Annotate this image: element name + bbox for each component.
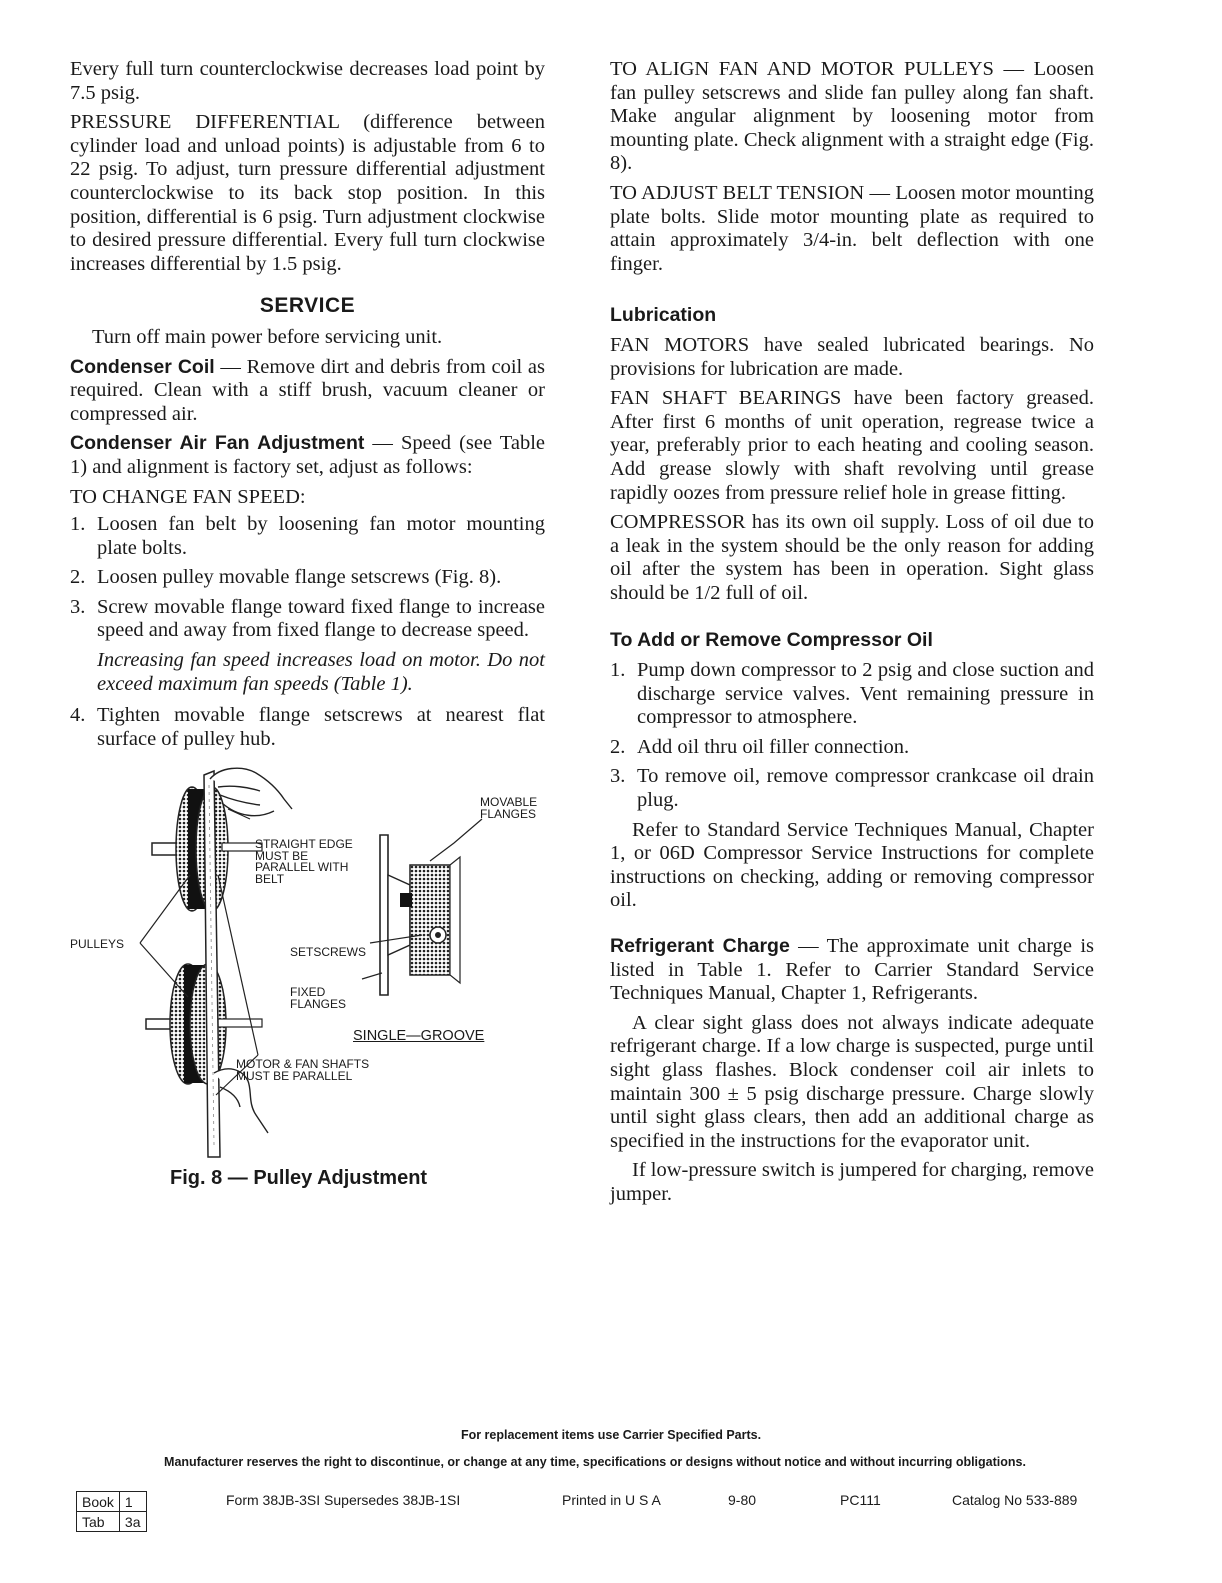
- list-item: 4. Tighten movable flange setscrews at nearest flat surface of pulley hub.: [70, 704, 545, 750]
- figure-caption: Fig. 8 — Pulley Adjustment: [170, 1167, 428, 1190]
- single-groove-label: SINGLE—GROOVE: [353, 1028, 485, 1045]
- list-item: 2. Loosen pulley movable flange setscrews (Fig. 8).: [70, 566, 502, 589]
- fixed-flanges-label: FIXED FLANGES: [290, 985, 347, 1011]
- pc-code: PC111: [840, 1492, 881, 1508]
- fan-adjustment-paragraph: [70, 432, 545, 479]
- tab-value: 3a: [119, 1512, 146, 1532]
- list-item: 1. Loosen fan belt by loosening fan motor mounting plate bolts.: [70, 513, 545, 559]
- fan-motors-paragraph: FAN MOTORS have sealed lubricated bearings. No provisions for lubrication are made.: [610, 333, 1094, 380]
- form-number: Form 38JB-3SI Supersedes 38JB-1SI: [226, 1492, 461, 1508]
- low-pressure-switch-paragraph: If low-pressure switch is jumpered for charging, remove jumper.: [610, 1159, 1094, 1205]
- pulleys-label: PULLEYS: [70, 937, 125, 952]
- oil-reference-paragraph: Refer to Standard Service Techniques Manual, Chapter 1, or 06D Compressor Service Instructions for complete instructions on checking, adding or removing compressor oil.: [610, 818, 1094, 912]
- condenser-coil-title: Condenser Coil: [70, 355, 215, 378]
- tab-label: Tab: [77, 1512, 120, 1532]
- list-item: 1. Pump down compressor to 2 psig and close suction and discharge service valves. Vent remaining pressure in compressor to atmosphere.: [610, 659, 1094, 729]
- fan-speed-caution: Increasing fan speed increases load on motor. Do not exceed maximum fan speeds (Table 1).: [97, 649, 545, 695]
- pulley-adjustment-figure: [70, 765, 550, 1190]
- refrigerant-charge-text: — The approximate unit charge is listed in Table 1. Refer to Carrier Standard Service Techniques Manual, Chapter 1, Refrigerants.: [610, 935, 1095, 1005]
- manufacturer-disclaimer: Manufacturer reserves the right to discontinue, or change at any time, specifications or designs without notice and without incurring obligations.: [164, 1455, 1026, 1469]
- printed-in: Printed in U S A: [562, 1492, 661, 1508]
- pressure-differential-paragraph: PRESSURE DIFFERENTIAL (difference between cylinder load and unload points) is adjustable from 6 to 22 psig. To adjust, turn pressure differential adjustment counterclockwise to its back stop position. In this position, differential is 6 psig. Turn adjustment clockwise to desired pressure differential. Every full turn clockwise increases differential by 1.5 psig.: [70, 111, 545, 275]
- align-pulleys-paragraph: TO ALIGN FAN AND MOTOR PULLEYS — Loosen fan pulley setscrews and slide fan pulley along fan shaft. Make angular alignment by loosening motor from mounting plate. Check alignment with a straight edge (Fig. 8).: [610, 58, 1094, 175]
- condenser-coil-paragraph: [70, 356, 545, 427]
- compressor-oil-paragraph: COMPRESSOR has its own oil supply. Loss of oil due to a leak in the system should be the only reason for adding oil after the system has been in operation. Sight glass should be 1/2 full of oil.: [610, 511, 1094, 604]
- condenser-coil-text: — Remove dirt and debris from coil as required. Clean with a stiff brush, vacuum cleaner or compressed air.: [70, 355, 545, 425]
- right-column: [610, 58, 1094, 1213]
- sight-glass-paragraph: A clear sight glass does not always indicate adequate refrigerant charge. If a low charge is suspected, purge until sight glass flashes. Block condenser coil air inlets to maintain 300 ± 5 psig discharge pressure. Charge slowly until sight glass clears, then add an additional charge as specified in the instructions for the evaporator unit.: [610, 1011, 1094, 1152]
- book-tab-box: [76, 1491, 147, 1532]
- book-value: 1: [119, 1492, 146, 1512]
- load-point-paragraph: Every full turn counterclockwise decreases load point by 7.5 psig.: [70, 58, 545, 104]
- setscrews-label: SETSCREWS: [290, 945, 367, 960]
- replacement-parts-note: For replacement items use Carrier Specified Parts.: [460, 1428, 762, 1442]
- fan-adjustment-text: — Speed (see Table 1) and alignment is factory set, adjust as follows:: [70, 432, 545, 478]
- refrigerant-charge-title: Refrigerant Charge: [610, 935, 790, 957]
- fan-speed-step-4: [70, 704, 545, 751]
- print-date: 9-80: [728, 1492, 757, 1508]
- pulley-diagram: [70, 765, 550, 1165]
- list-item: 2. Add oil thru oil filler connection.: [610, 735, 910, 758]
- change-fan-speed-heading: TO CHANGE FAN SPEED:: [70, 485, 306, 508]
- book-label: Book: [77, 1492, 120, 1512]
- lubrication-heading: Lubrication: [610, 304, 717, 327]
- belt-tension-paragraph: TO ADJUST BELT TENSION — Loosen motor mounting plate bolts. Slide motor mounting plate as required to attain approximately 3/4-in. belt deflection with one finger.: [610, 181, 1094, 275]
- fan-speed-steps: [70, 513, 545, 643]
- refrigerant-charge-paragraph: [610, 935, 1094, 1006]
- catalog-number: Catalog No 533-889: [952, 1492, 1078, 1508]
- list-item: 3. Screw movable flange toward fixed flange to increase speed and away from fixed flange to decrease speed.: [70, 595, 545, 642]
- compressor-oil-heading: To Add or Remove Compressor Oil: [610, 629, 933, 652]
- service-heading: SERVICE: [259, 294, 356, 318]
- oil-steps: [610, 659, 1094, 813]
- fan-adjustment-title: Condenser Air Fan Adjustment: [70, 432, 365, 455]
- left-column: [70, 58, 545, 1190]
- flange-cross-section: [380, 835, 460, 995]
- shafts-parallel-label: MOTOR & FAN SHAFTS MUST BE PARALLEL: [236, 1057, 370, 1083]
- fan-shaft-bearings-paragraph: FAN SHAFT BEARINGS have been factory greased. After first 6 months of unit operation, regrease twice a year, preferably prior to each heating and cooling season. Add grease slowly with shaft revolving until grease rapidly oozes from pressure relief hole in grease fitting.: [610, 387, 1094, 504]
- list-item: 3. To remove oil, remove compressor crankcase oil drain plug.: [610, 765, 1094, 812]
- straight-edge-label: STRAIGHT EDGE MUST BE PARALLEL WITH BELT: [255, 837, 353, 886]
- movable-flanges-label: MOVABLE FLANGES: [480, 795, 538, 821]
- service-warning: Turn off main power before servicing unit.: [92, 325, 443, 348]
